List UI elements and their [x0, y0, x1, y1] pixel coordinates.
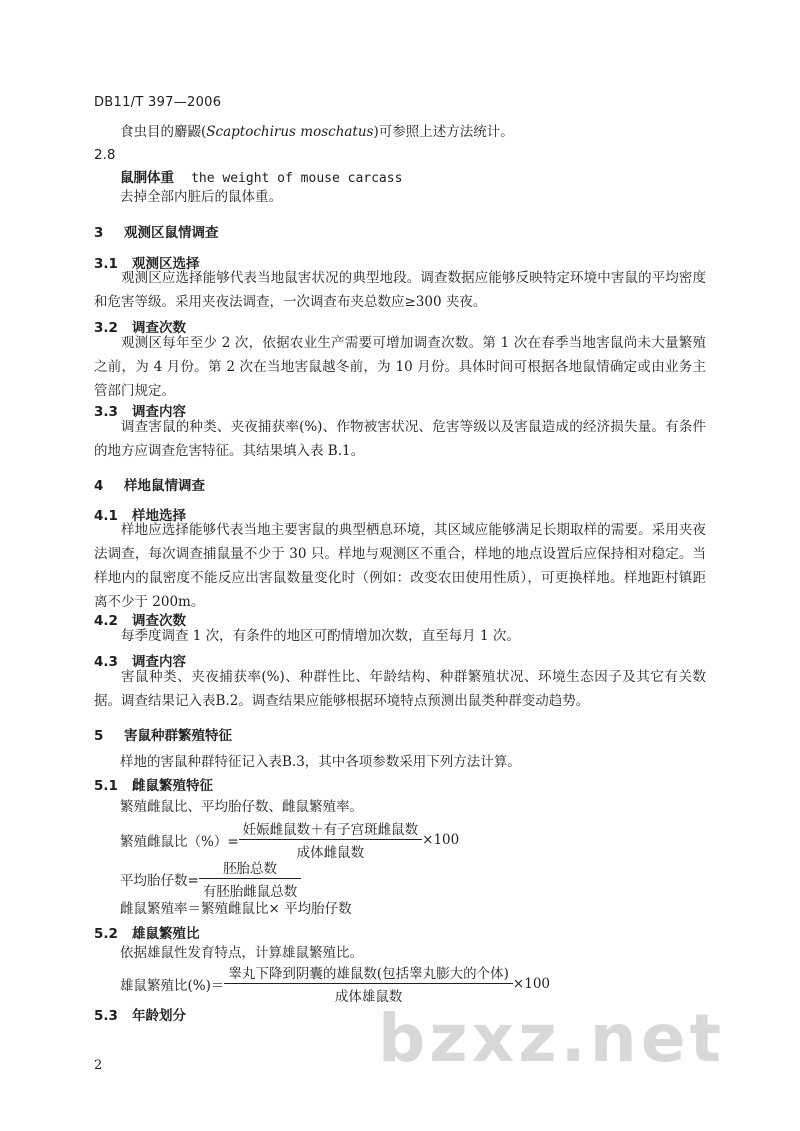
formula-average-litter-size [120, 857, 301, 900]
formula-2-denominator: 有胚胎雌鼠总数 [202, 884, 298, 900]
section-5-intro: 样地的害鼠种群特征记入表B.3，其中各项参数采用下列方法计算。 [120, 754, 521, 770]
section-5-2-heading [94, 922, 200, 942]
section-4-2-number: 4.2 [94, 613, 118, 629]
section-2-8-body: 去掉全部内脏后的鼠体重。 [120, 189, 282, 205]
formula-female-reproduction-rate: 雌鼠繁殖率＝繁殖雌鼠比× 平均胎仔数 [120, 901, 352, 917]
section-3-3-body: 调查害鼠的种类、夹夜捕获率(%)、作物被害状况、危害等级以及害鼠造成的经济损失量。有条件的地方应调查危害特征。其结果填入表 B.1。 [94, 419, 706, 459]
formula-3-multiplier: ×100 [512, 975, 551, 992]
section-5-number: 5 [94, 728, 104, 744]
species-note-line [120, 121, 514, 143]
formula-2-fraction [199, 857, 302, 900]
section-5-1-number: 5.1 [94, 778, 118, 794]
formula-male-breeding-ratio [120, 962, 550, 1005]
section-5-1-title: 雌鼠繁殖特征 [132, 778, 213, 794]
section-5-2-intro: 依据雄鼠性发育特点，计算雄鼠繁殖比。 [120, 945, 363, 961]
section-3-1-body: 观测区应选择能够代表当地鼠害状况的典型地段。调查数据应能够反映特定环境中害鼠的平均密度和危害等级。采用夹夜法调查，一次调查布夹总数应≥300 夹夜。 [94, 270, 706, 310]
section-5-1-heading [94, 774, 213, 794]
formula-3-numerator: 睾丸下降到阴囊的雄鼠数(包括睾丸膨大的个体) [224, 962, 513, 984]
section-4-heading [94, 474, 205, 494]
document-code: DB11/T 397—2006 [94, 95, 222, 110]
section-2-8-term [120, 166, 402, 186]
section-4-3-body: 害鼠种类、夹夜捕获率(%)、种群性比、年龄结构、种群繁殖状况、环境生态因子及其它有关数据。调查结果记入表B.2。调查结果应能够根据环境特点预测出鼠类种群变动趋势。 [94, 669, 706, 709]
section-4-1-number: 4.1 [94, 508, 118, 524]
section-4-title: 样地鼠情调查 [124, 478, 205, 494]
section-2-8-number: 2.8 [94, 147, 116, 163]
section-4-2-title: 调查次数 [132, 613, 186, 629]
formula-1-numerator: 妊娠雌鼠数＋有子宫斑雌鼠数 [239, 818, 423, 840]
section-3-heading [94, 221, 219, 241]
section-3-2-title: 调查次数 [132, 320, 186, 336]
species-note-prefix: 食虫目的麝鼹( [120, 124, 207, 140]
formula-breeding-female-ratio [120, 818, 459, 861]
section-5-title: 害鼠种群繁殖特征 [124, 728, 232, 744]
section-4-1-title: 样地选择 [132, 508, 186, 524]
page-number: 2 [94, 1058, 103, 1073]
formula-1-multiplier: ×100 [422, 831, 460, 848]
formula-3-fraction [224, 962, 513, 1005]
section-4-number: 4 [94, 478, 104, 494]
section-3-1-number: 3.1 [94, 256, 118, 272]
formula-1-fraction [239, 818, 423, 861]
formula-1-lhs: 繁殖雌鼠比（%）= [120, 833, 239, 850]
section-5-heading [94, 724, 232, 744]
formula-2-lhs: 平均胎仔数= [120, 872, 199, 889]
species-latin-name: Scaptochirus moschatus [206, 124, 374, 140]
term-cn: 鼠胴体重 [120, 170, 174, 186]
section-4-3-number: 4.3 [94, 654, 118, 670]
section-5-2-title: 雄鼠繁殖比 [132, 926, 200, 942]
formula-2-numerator: 胚胎总数 [199, 857, 302, 879]
section-3-2-body: 观测区每年至少 2 次，依据农业生产需要可增加调查次数。第 1 次在春季当地害鼠尚未大量繁殖之前，为 4 月份。第 2 次在当地害鼠越冬前，为 10 月份。具体时间可根据各地鼠情确定或由业务主管部门规定。 [94, 335, 706, 399]
section-4-2-body: 每季度调查 1 次，有条件的地区可酌情增加次数，直至每月 1 次。 [121, 628, 520, 644]
section-3-2-number: 3.2 [94, 320, 118, 336]
section-4-1-body: 样地应选择能够代表当地主要害鼠的典型栖息环境，其区域应能够满足长期取样的需要。采用夹夜法调查，每次调查捕鼠量不少于 30 只。样地与观测区不重合，样地的地点设置后应保持相对稳定。当样地内的鼠密度不能反应出害鼠数量变化时（例如：改变农田使用性质），可更换样地。样地距村镇距离不少于 200m。 [94, 522, 706, 610]
formula-1-denominator: 成体雌鼠数 [296, 845, 365, 861]
species-note-suffix: )可参照上述方法统计。 [373, 124, 514, 140]
section-5-3-number: 5.3 [94, 1008, 118, 1024]
section-5-3-heading [94, 1004, 186, 1024]
formula-3-lhs: 雄鼠繁殖比(%)＝ [120, 977, 225, 994]
section-3-3-number: 3.3 [94, 404, 118, 420]
section-3-3-title: 调查内容 [132, 404, 186, 420]
section-5-3-title: 年龄划分 [132, 1008, 186, 1024]
formula-3-denominator: 成体雄鼠数 [334, 989, 403, 1005]
section-3-title: 观测区鼠情调查 [124, 225, 219, 241]
section-5-1-intro: 繁殖雌鼠比、平均胎仔数、雌鼠繁殖率。 [120, 799, 363, 815]
section-3-number: 3 [94, 225, 104, 241]
section-3-1-title: 观测区选择 [132, 256, 200, 272]
section-5-2-number: 5.2 [94, 926, 118, 942]
section-4-3-title: 调查内容 [132, 654, 186, 670]
term-en: the weight of mouse carcass [191, 171, 403, 186]
watermark: bzxz.net [378, 1000, 726, 1077]
